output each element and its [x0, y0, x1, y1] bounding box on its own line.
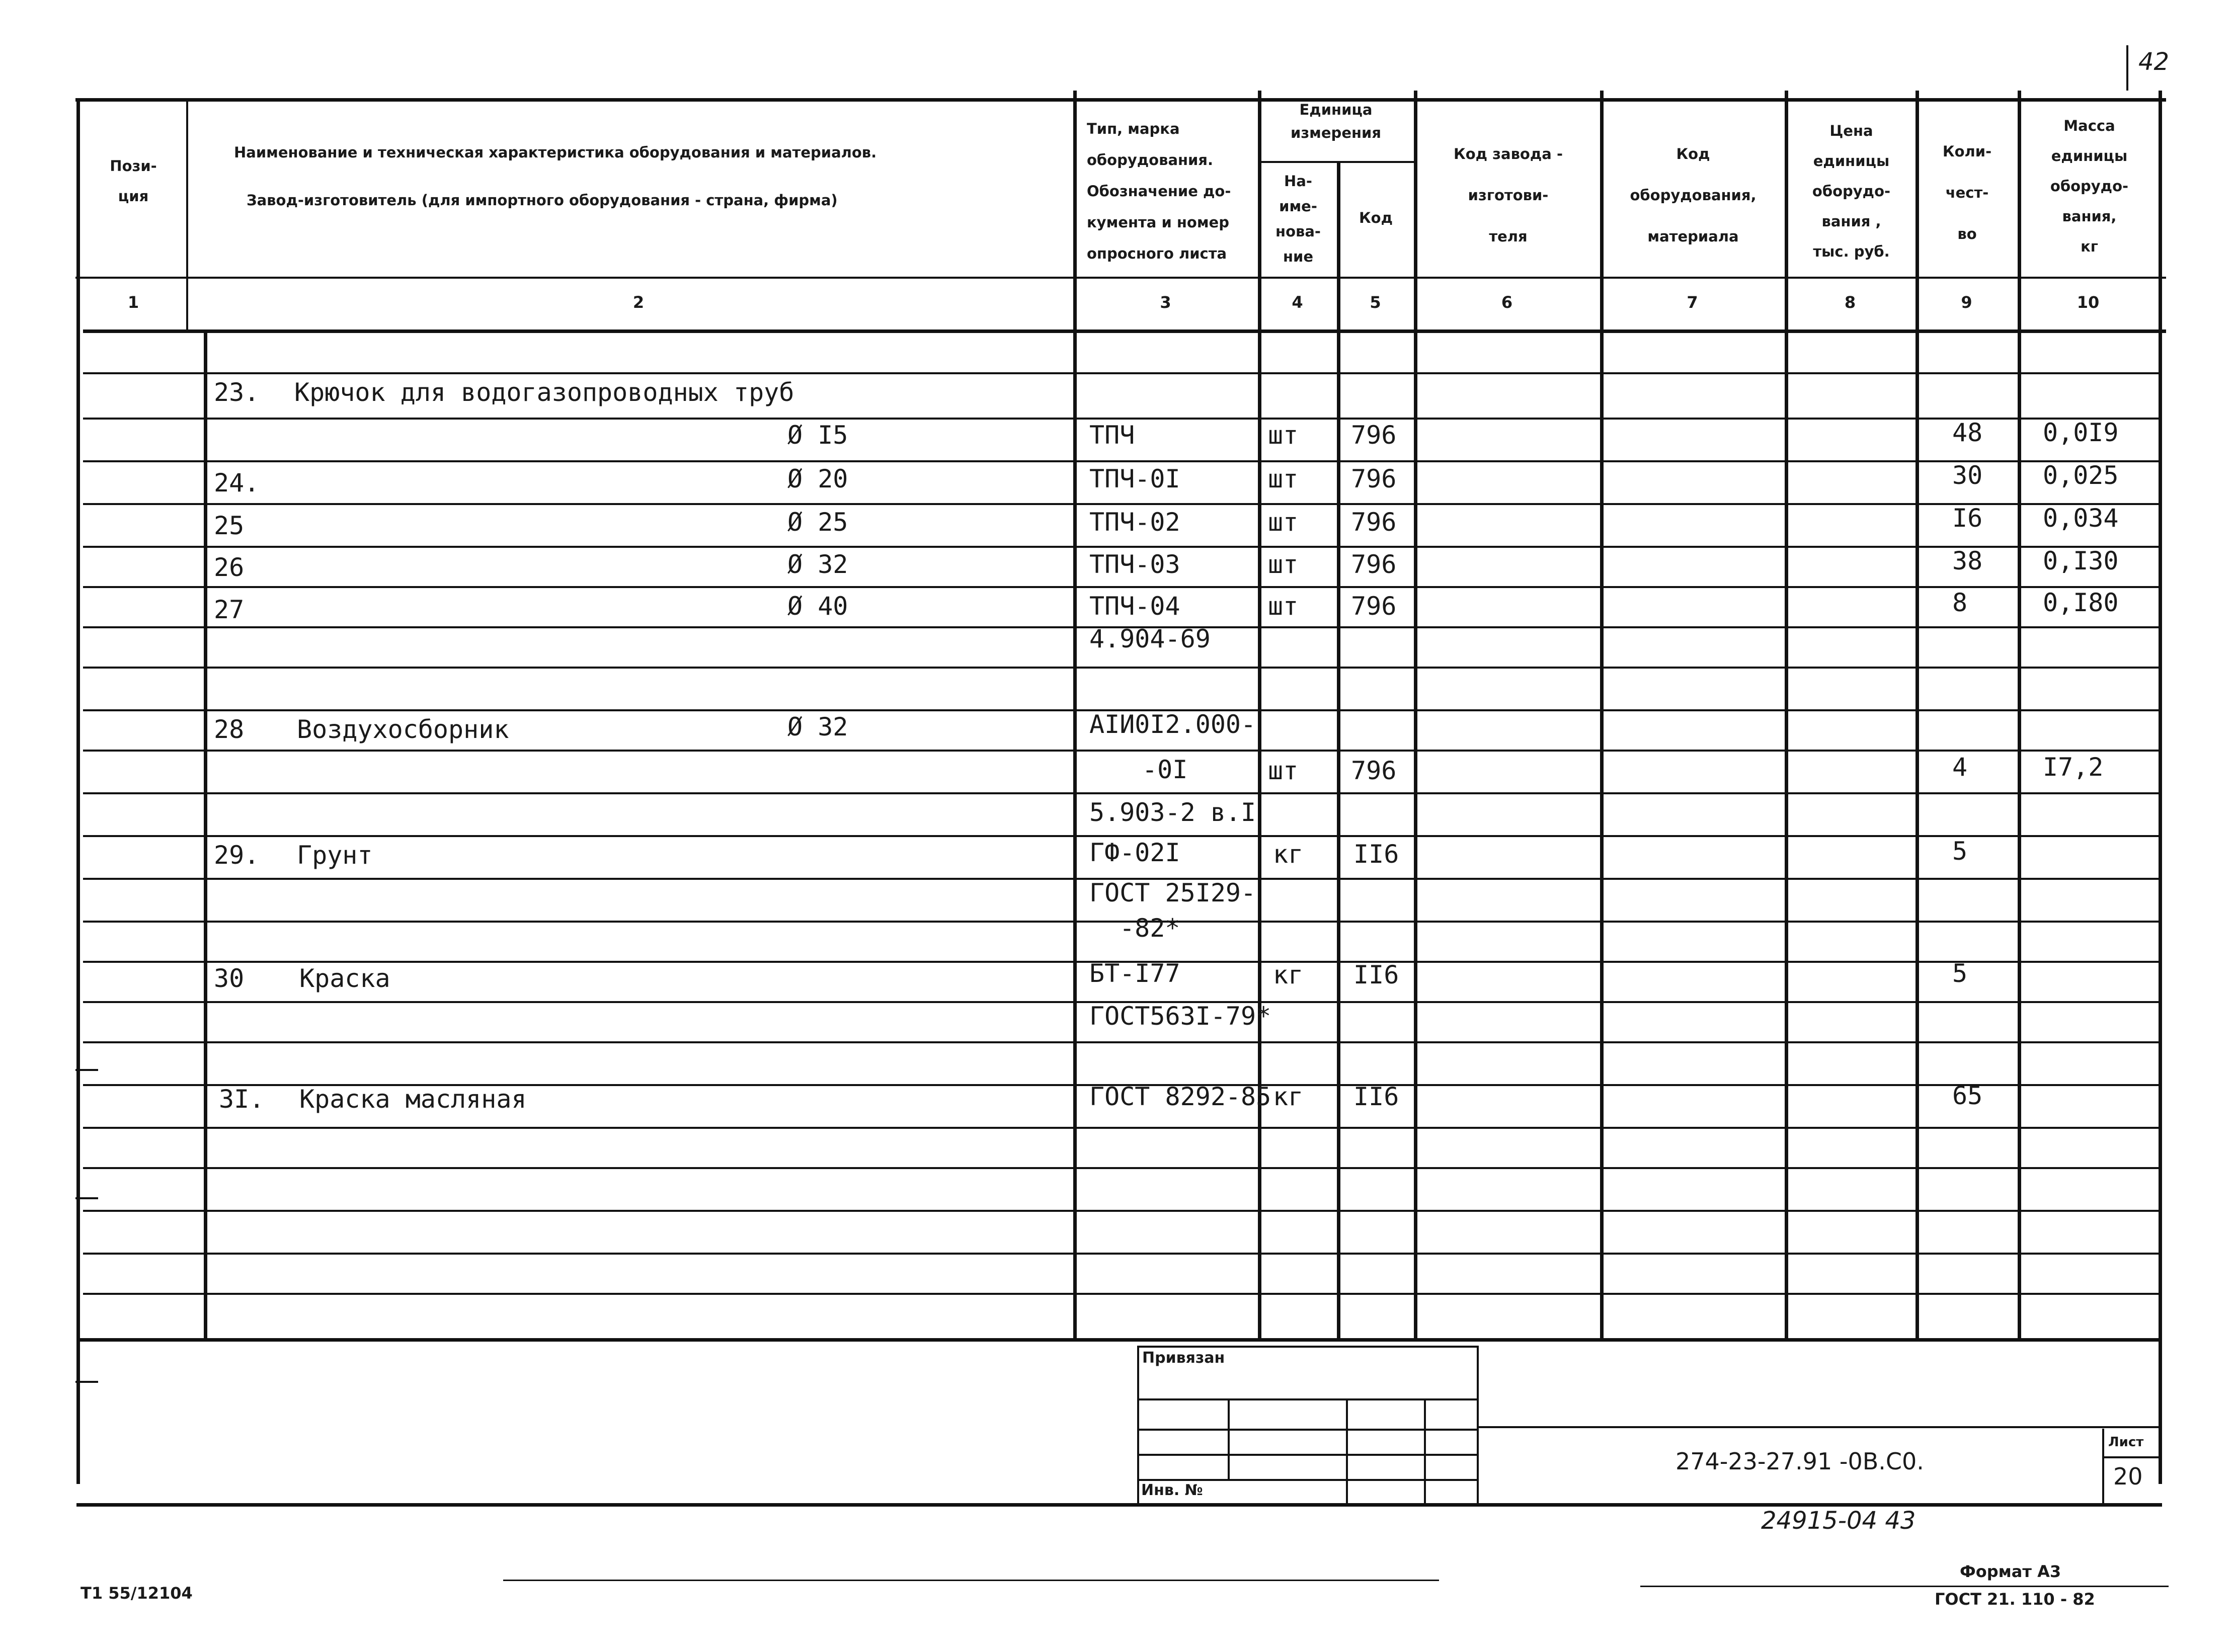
row-line — [83, 1293, 2159, 1295]
type-cell: БТ-I77 — [1089, 959, 1180, 988]
type-cell: ТПЧ-0I — [1089, 464, 1180, 493]
item-name-cell: Воздухосборник — [297, 715, 509, 744]
diameter-cell: Ø 32 — [787, 712, 848, 741]
item-name-cell: Крючок для водогазопроводных труб — [294, 378, 794, 407]
table-bottom-border — [76, 1338, 2162, 1342]
quantity-cell: 38 — [1952, 546, 1983, 575]
quantity-cell: I6 — [1952, 504, 1983, 533]
type-cell: ГФ-02I — [1089, 838, 1180, 867]
footer-line — [503, 1580, 1439, 1581]
position-cell: 29. — [214, 841, 260, 870]
unit-code-cell: II6 — [1353, 840, 1399, 869]
column-number: 6 — [1501, 293, 1513, 312]
unit-code-cell: 796 — [1351, 464, 1397, 493]
unit-code-cell: II6 — [1353, 960, 1399, 989]
unit-code-cell: 796 — [1351, 550, 1397, 579]
stamp-line — [1346, 1398, 1348, 1504]
col-line-3 — [1258, 91, 1261, 1341]
sheet-number: 20 — [2113, 1463, 2143, 1490]
quantity-cell: 5 — [1952, 837, 1968, 866]
header-quantity: Коли- чест- во — [1942, 143, 1992, 242]
quantity-cell: 30 — [1952, 461, 1983, 490]
row-line — [83, 1041, 2159, 1043]
type-cell: ГОСТ563I-79* — [1089, 1002, 1271, 1031]
position-cell: 26 — [214, 553, 245, 582]
row-line — [83, 546, 2159, 548]
row-line — [83, 460, 2159, 462]
header-unit: Единица измерения — [1291, 101, 1381, 141]
col-line-2 — [1073, 91, 1077, 1341]
column-number: 8 — [1844, 293, 1856, 312]
type-cell: 4.904-69 — [1089, 624, 1211, 653]
stamp-line — [1228, 1398, 1230, 1479]
col-line-1-head — [186, 98, 188, 332]
unit-code-cell: 796 — [1351, 421, 1397, 450]
header-position: Пози- ция — [110, 157, 157, 205]
table-top-border — [75, 98, 2166, 102]
header-name-line2: Завод-изготовитель (для импортного оборудования - страна, фирма) — [247, 192, 838, 209]
mass-cell: 0,025 — [2043, 461, 2119, 490]
column-number: 3 — [1160, 293, 1171, 312]
header-separator — [75, 277, 2166, 279]
type-cell: ТПЧ-04 — [1089, 592, 1180, 621]
position-cell: 3I. — [219, 1085, 265, 1114]
type-cell: 5.903-2 в.I — [1089, 798, 1256, 827]
type-cell: ТПЧ — [1089, 421, 1135, 450]
position-cell: 30 — [214, 964, 245, 993]
stamp-line — [1137, 1346, 1477, 1348]
footer-format: Формат А3 — [1960, 1562, 2061, 1581]
unit-name-cell: шт — [1268, 464, 1299, 493]
row-line — [83, 372, 2159, 374]
column-number: 9 — [1961, 293, 1972, 312]
row-line — [83, 503, 2159, 505]
sheet-label: Лист — [2108, 1435, 2144, 1450]
row-line — [83, 1210, 2159, 1212]
row-line — [83, 418, 2159, 420]
frame-bottom — [76, 1503, 2162, 1507]
unit-name-cell: шт — [1268, 756, 1299, 785]
diameter-cell: Ø 40 — [787, 592, 848, 621]
unit-code-cell: 796 — [1351, 756, 1397, 785]
diameter-cell: Ø 20 — [787, 464, 848, 493]
column-number: 7 — [1687, 293, 1698, 312]
mass-cell: 0,I80 — [2043, 588, 2119, 617]
sheet-box-line — [2102, 1429, 2104, 1504]
quantity-cell: 8 — [1952, 588, 1968, 617]
type-cell: ТПЧ-03 — [1089, 550, 1180, 579]
header-type: Тип, марка оборудования. Обозначение до- кумента и номер опросного листа — [1087, 120, 1231, 262]
footer-standard: ГОСТ 21. 110 - 82 — [1935, 1590, 2095, 1609]
row-line — [83, 1253, 2159, 1255]
row-line — [83, 586, 2159, 588]
mass-cell: 0,I30 — [2043, 546, 2119, 575]
stamp-line — [1477, 1426, 2161, 1428]
margin-tick — [75, 1381, 98, 1383]
unit-name-cell: шт — [1268, 421, 1299, 450]
unit-name-cell: шт — [1268, 550, 1299, 579]
column-number-separator — [83, 329, 2166, 333]
row-line — [83, 1167, 2159, 1169]
quantity-cell: 48 — [1952, 418, 1983, 447]
footer-line — [1640, 1586, 2169, 1587]
position-cell: 25 — [214, 511, 245, 540]
type-cell: -0I — [1142, 755, 1188, 784]
stamp-line — [1424, 1398, 1426, 1504]
column-number: 2 — [632, 293, 645, 312]
frame-right — [2159, 91, 2162, 1484]
column-number: 4 — [1292, 293, 1303, 312]
type-cell: ТПЧ-02 — [1089, 508, 1180, 537]
header-unit-name: На- име- нова- ние — [1275, 173, 1321, 265]
sheet-box-line — [2102, 1456, 2159, 1458]
row-line — [83, 667, 2159, 669]
unit-code-cell: 796 — [1351, 508, 1397, 537]
margin-tick — [75, 1069, 98, 1071]
quantity-cell: 5 — [1952, 959, 1968, 988]
col-line-6 — [1600, 91, 1604, 1341]
type-cell: AIИ0I2.000- — [1089, 710, 1256, 739]
footer-left-code: Т1 55/12104 — [81, 1584, 193, 1603]
header-equipment-code: Код оборудования, материала — [1630, 145, 1757, 245]
document-code: 274-23-27.91 -0В.С0. — [1676, 1448, 1924, 1475]
mass-cell: 0,034 — [2043, 504, 2119, 533]
col-line-9 — [2018, 91, 2021, 1341]
header-price: Цена единицы оборудо- вания , тыс. руб. — [1812, 122, 1891, 260]
column-number: 10 — [2077, 293, 2100, 312]
diameter-cell: Ø I5 — [787, 421, 848, 450]
unit-code-cell: 796 — [1351, 592, 1397, 621]
unit-subheader-line — [1258, 161, 1414, 163]
item-name-cell: Краска масляная — [299, 1085, 527, 1114]
handwritten-number: 24915-04 43 — [1761, 1507, 1916, 1535]
quantity-cell: 4 — [1952, 753, 1968, 782]
unit-name-cell: шт — [1268, 508, 1299, 537]
position-cell: 27 — [214, 595, 245, 624]
header-name-line1: Наименование и техническая характеристика оборудования и материалов. — [234, 144, 877, 161]
stamp-privyazan-label: Привязан — [1142, 1349, 1225, 1367]
item-name-cell: Краска — [299, 964, 390, 993]
unit-code-cell: II6 — [1353, 1082, 1399, 1111]
corner-mark — [2126, 45, 2128, 91]
diameter-cell: Ø 32 — [787, 550, 848, 579]
stamp-line — [1137, 1346, 1139, 1507]
type-cell: -82* — [1120, 914, 1180, 943]
col-line-8 — [1916, 91, 1919, 1341]
unit-name-cell: кг — [1273, 840, 1304, 869]
frame-left — [76, 98, 80, 1484]
row-line — [83, 1127, 2159, 1129]
type-cell: ГОСТ 25I29- — [1089, 878, 1256, 907]
row-line — [83, 792, 2159, 794]
position-cell: 28 — [214, 715, 245, 744]
quantity-cell: 65 — [1952, 1081, 1983, 1110]
column-number: 5 — [1370, 293, 1381, 312]
unit-name-cell: шт — [1268, 592, 1299, 621]
col-line-7 — [1785, 91, 1788, 1341]
stamp-inv-label: Инв. № — [1141, 1481, 1203, 1499]
col-line-5 — [1414, 91, 1417, 1341]
mass-cell: I7,2 — [2043, 753, 2104, 782]
unit-name-cell: кг — [1273, 1082, 1304, 1111]
mass-cell: 0,0I9 — [2043, 418, 2119, 447]
position-cell: 24. — [214, 468, 260, 498]
item-name-cell: Грунт — [297, 841, 373, 870]
row-line — [83, 750, 2159, 752]
corner-sheet-number: 42 — [2138, 48, 2170, 76]
margin-tick — [75, 1197, 98, 1199]
header-mass: Масса единицы оборудо- вания, кг — [2050, 117, 2129, 255]
type-cell: ГОСТ 8292-85 — [1089, 1082, 1271, 1111]
header-manufacturer-code: Код завода - изготови- теля — [1454, 145, 1563, 245]
row-line — [83, 835, 2159, 837]
unit-name-cell: кг — [1273, 960, 1304, 989]
diameter-cell: Ø 25 — [787, 508, 848, 537]
column-number: 1 — [127, 293, 139, 312]
header-unit-code: Код — [1359, 209, 1393, 226]
position-cell: 23. — [214, 378, 260, 407]
